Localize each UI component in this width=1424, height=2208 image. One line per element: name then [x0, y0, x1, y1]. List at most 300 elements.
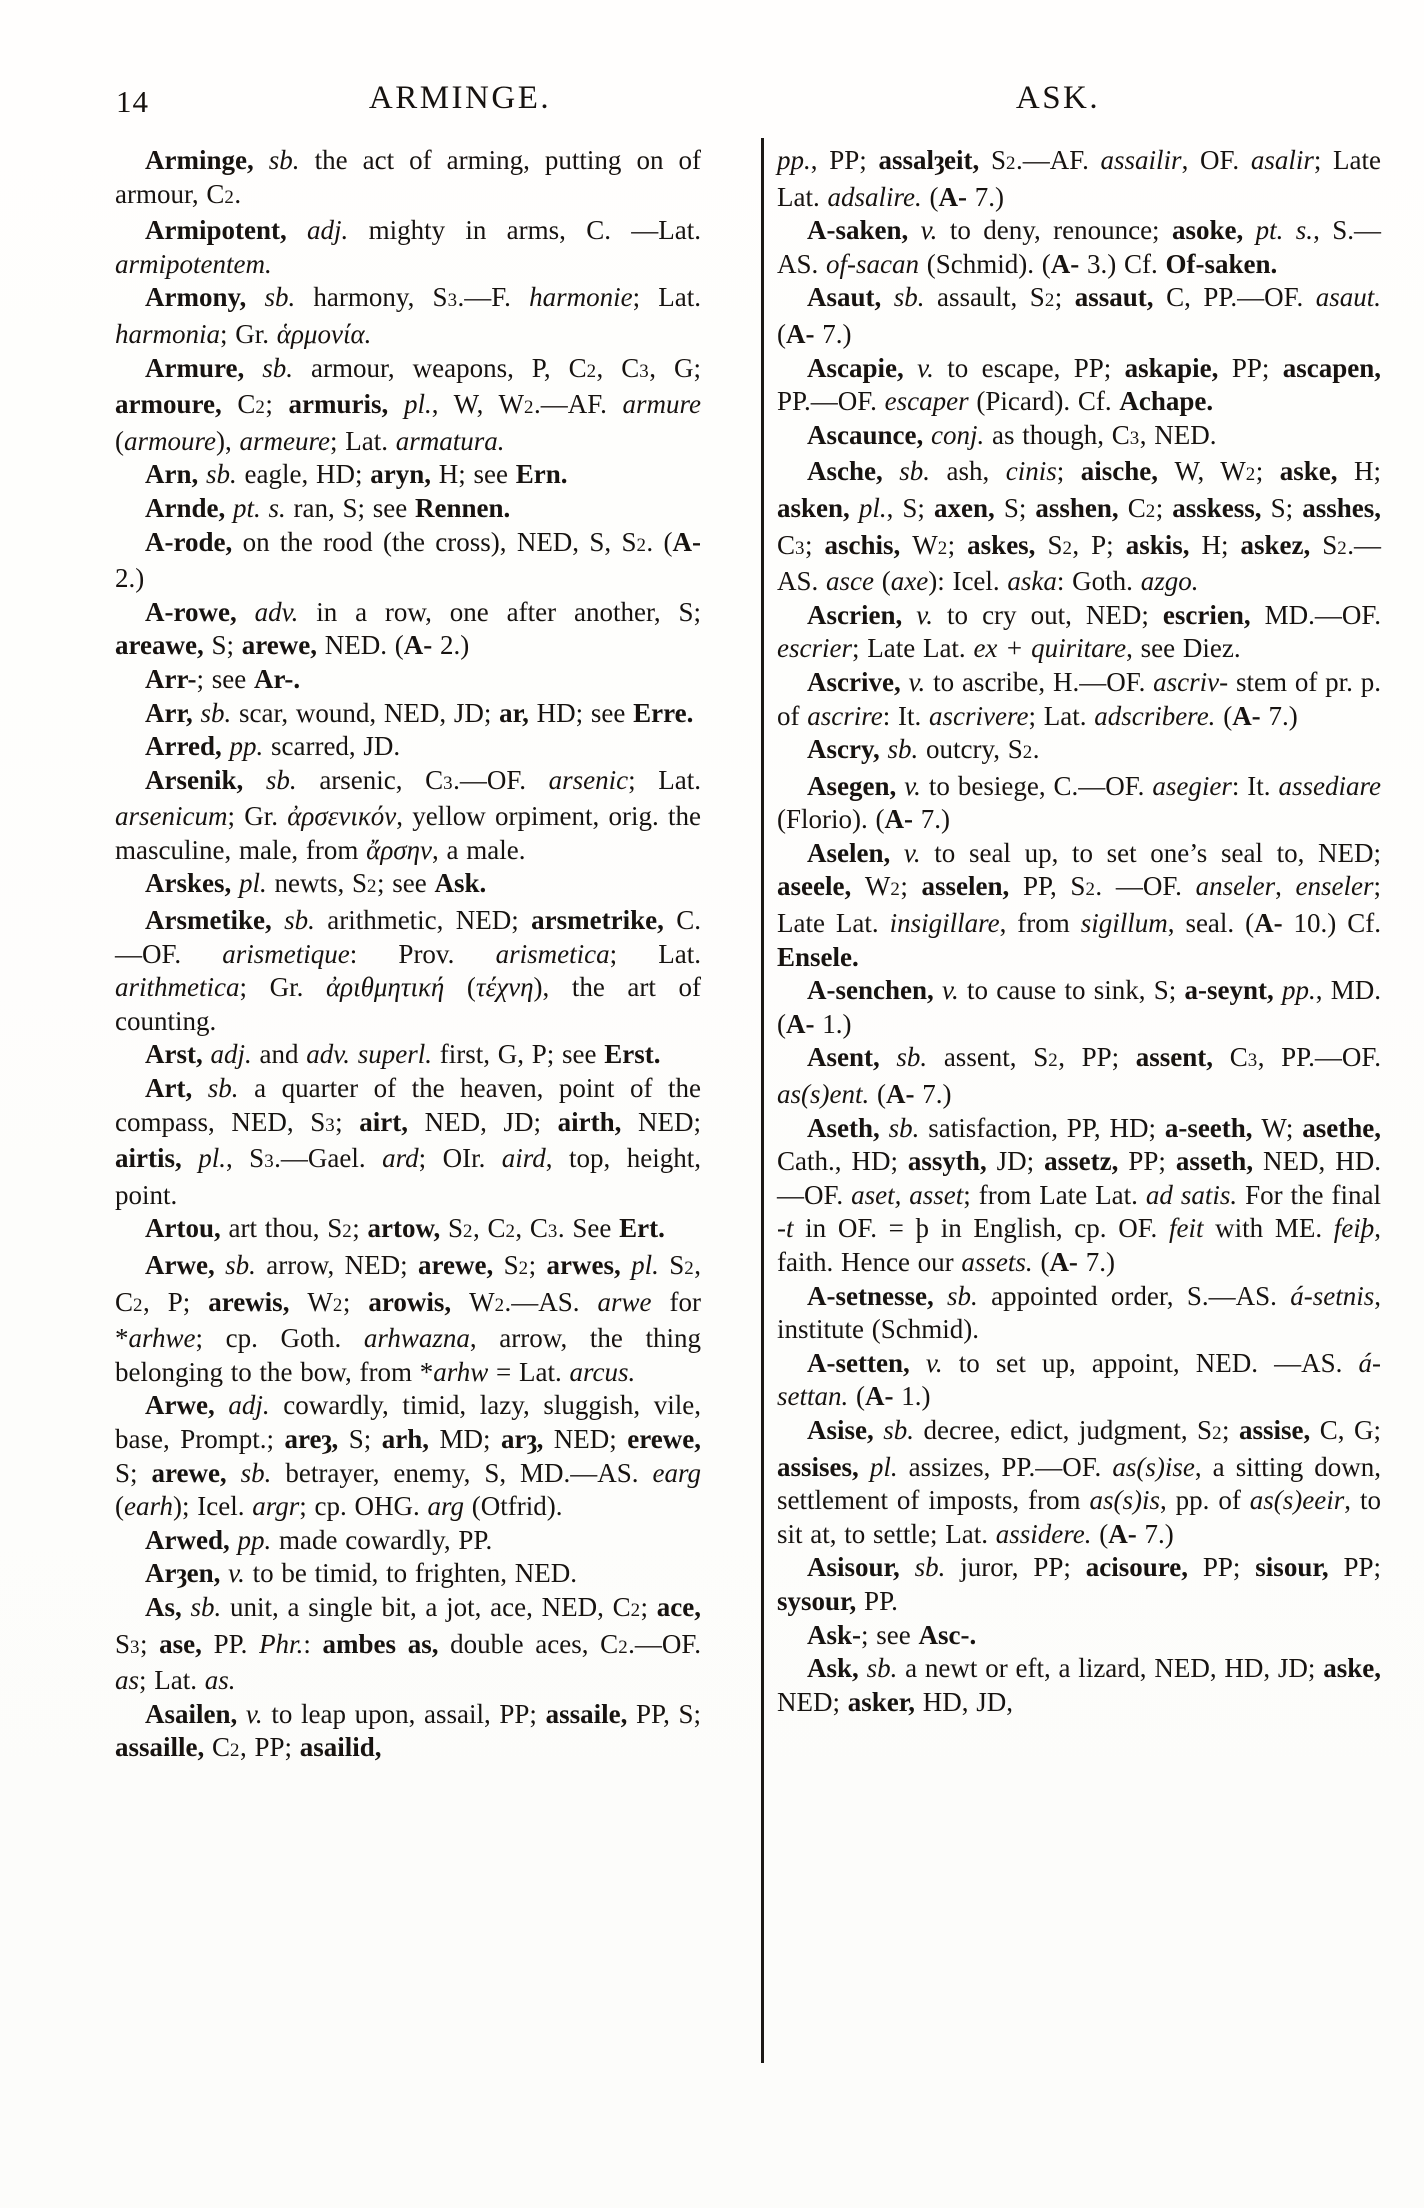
italic-run: á-settan.: [777, 1347, 1381, 1412]
bold-run: Armipotent,: [145, 215, 308, 246]
text-run: : It.: [882, 700, 929, 731]
entry-arȝen: [115, 1557, 701, 1591]
italic-run: ascrire: [807, 700, 883, 731]
italic-run: arsenicum: [115, 801, 228, 832]
text-run: , pp. of: [1159, 1485, 1250, 1516]
reference-numeral: 3: [639, 360, 650, 382]
text-run: S2.—AS.: [777, 529, 1381, 597]
italic-run: adj.: [210, 1039, 252, 1070]
text-run: to leap upon, assail, PP;: [262, 1698, 546, 1729]
bold-run: Asaut,: [807, 282, 894, 313]
bold-run: airt,: [359, 1106, 425, 1137]
running-title-left: ARMINGE.: [368, 80, 552, 116]
italic-run: axe: [890, 566, 929, 597]
text-run: armour, weapons, P, C2, C3, G;: [292, 352, 701, 383]
reference-numeral: 2: [1085, 879, 1096, 901]
italic-run: ἁρμονία.: [276, 318, 372, 349]
text-run: made cowardly, PP.: [271, 1524, 493, 1555]
bold-run: areawe,: [115, 630, 212, 661]
italic-run: ard: [382, 1143, 419, 1174]
text-run: , institute (Schmid).: [777, 1280, 1381, 1345]
italic-run: sb.: [866, 1653, 898, 1684]
italic-run: pp.: [229, 731, 264, 762]
text-run: PP, S;: [636, 1698, 701, 1729]
text-run: (: [869, 1079, 886, 1110]
text-run: , MD. (: [777, 975, 1381, 1039]
italic-run: arwe: [597, 1286, 652, 1317]
italic-run: sb.: [240, 1457, 272, 1488]
text-run: ; Lat.: [1028, 700, 1095, 731]
text-run: juror, PP;: [945, 1552, 1086, 1583]
reference-numeral: 3: [1129, 427, 1140, 449]
entry-ask: [777, 1652, 1381, 1719]
entry-asche: [777, 455, 1381, 598]
text-run: , see Diez.: [1126, 633, 1241, 664]
text-run: W2;: [864, 871, 922, 902]
bold-run: axen,: [934, 492, 1004, 523]
italic-run: of-sacan: [826, 248, 919, 279]
bold-run: Armony,: [145, 282, 265, 313]
italic-run: feiþ: [1333, 1213, 1375, 1244]
bold-run: Artou,: [145, 1213, 229, 1244]
text-run: ): Icel.: [928, 566, 1008, 597]
entry-ascapie: [777, 352, 1381, 419]
italic-run: sb.: [893, 282, 925, 313]
entry-a-setten: [777, 1347, 1381, 1414]
bold-run: Achape.: [1119, 386, 1214, 417]
bold-run: Armure,: [145, 352, 263, 383]
text-run: 7.): [1260, 700, 1298, 731]
text-run: PP.—OF.: [777, 386, 885, 417]
bold-run: arewis,: [208, 1286, 308, 1317]
bold-run: A-: [884, 804, 913, 835]
text-run: ; Late Lat.: [777, 871, 1382, 939]
reference-numeral: 2: [494, 1294, 505, 1316]
reference-numeral: 2: [524, 397, 534, 419]
bold-run: arewe,: [241, 630, 325, 661]
text-run: to be timid, to frighten, NED.: [244, 1558, 578, 1589]
text-run: NED, JD;: [424, 1106, 558, 1137]
bold-run: Arr-: [145, 663, 197, 694]
text-run: PP;: [1202, 1552, 1256, 1583]
bold-run: Arwed,: [145, 1524, 238, 1555]
bold-run: armuris,: [288, 389, 404, 420]
bold-run: assises,: [777, 1451, 870, 1482]
bold-run: Ar-.: [253, 663, 301, 694]
bold-run: assyth,: [907, 1146, 997, 1177]
italic-run: armipotentem.: [115, 248, 272, 279]
text-run: to besiege, C.—OF.: [920, 770, 1153, 801]
italic-run: aird: [501, 1143, 546, 1174]
bold-run: A-setnesse,: [807, 1280, 948, 1311]
reference-numeral: 2: [586, 360, 597, 382]
text-run: H;: [1353, 456, 1381, 487]
column-divider-rule: [761, 138, 764, 2063]
text-run: arrow, NED;: [255, 1250, 418, 1280]
bold-run: Ask.: [434, 868, 487, 899]
text-run: HD, JD,: [922, 1686, 1014, 1717]
text-run: a newt or eft, a lizard, NED, HD, JD;: [897, 1653, 1324, 1684]
entry-asent: [777, 1041, 1381, 1111]
bold-run: assetz,: [1044, 1146, 1129, 1177]
italic-run: sb.: [207, 1073, 239, 1104]
italic-run: ex + quiritare: [973, 633, 1127, 664]
text-run: , seal. (: [1167, 908, 1255, 939]
text-run: 1.): [814, 1008, 852, 1039]
bold-run: askes,: [967, 529, 1048, 560]
page-number: 14: [116, 84, 149, 119]
bold-run: A-senchen,: [807, 975, 942, 1006]
italic-run: sb.: [200, 697, 232, 728]
text-run: S;: [211, 630, 242, 661]
bold-run: assent,: [1135, 1042, 1230, 1073]
entry-a-saken: [777, 214, 1381, 281]
text-run: 7.): [966, 181, 1004, 212]
entry-armure: [115, 352, 701, 459]
italic-run: conj.: [931, 419, 985, 450]
italic-run: v.: [904, 770, 921, 801]
reference-numeral: 3: [1247, 1050, 1258, 1072]
text-run: , top, height, point.: [115, 1143, 701, 1210]
entry-arwe: [115, 1249, 701, 1389]
text-run: W2;: [307, 1286, 369, 1317]
reference-numeral: 2: [367, 876, 377, 898]
reference-numeral: 2: [518, 1258, 529, 1279]
text-run: harmony, S3.—F.: [295, 282, 530, 313]
text-run: ; Late Lat.: [777, 145, 1382, 212]
reference-numeral: 2: [255, 397, 266, 419]
italic-run: sb.: [262, 352, 293, 383]
italic-run: adsalire.: [827, 181, 922, 212]
entry-arnde: [115, 492, 701, 526]
italic-run: pp.: [777, 145, 811, 175]
bold-run: Ert.: [619, 1213, 665, 1244]
text-run: 7.): [814, 318, 852, 349]
bold-run: asshen,: [1035, 492, 1128, 523]
bold-run: aschis,: [824, 529, 913, 560]
bold-run: A-: [865, 1381, 894, 1412]
text-run: (Otfrid).: [463, 1491, 563, 1522]
bold-run: asker,: [847, 1686, 923, 1717]
reference-numeral: 2: [630, 1599, 641, 1621]
text-run: (: [848, 1381, 865, 1412]
entry-arr-: [115, 663, 701, 697]
text-run: to cry out, NED;: [933, 599, 1163, 630]
text-run: as though, C3, NED.: [984, 419, 1217, 450]
text-run: S;: [115, 1457, 152, 1488]
text-run: in OF. = þ in English, cp. OF.: [793, 1213, 1169, 1244]
italic-run: azgo.: [1140, 566, 1199, 597]
text-run: arithmetic, NED;: [314, 905, 532, 936]
bold-run: assaut,: [1074, 282, 1167, 313]
bold-run: Arred,: [145, 731, 230, 762]
text-run: JD;: [996, 1146, 1045, 1177]
text-run: NED;: [777, 1686, 848, 1717]
bold-run: Ern.: [515, 459, 568, 490]
italic-run: pt. s.: [1255, 215, 1314, 246]
entry-arwed: [115, 1524, 701, 1558]
bold-run: Asisour,: [807, 1552, 915, 1583]
text-run: , PP;: [810, 145, 879, 175]
italic-run: pl.: [631, 1250, 659, 1280]
bold-run: assaile,: [545, 1698, 637, 1729]
text-run: ; cp. OHG.: [299, 1491, 428, 1522]
text-run: = Lat.: [488, 1356, 570, 1387]
entry-arsmetike: [115, 904, 701, 1038]
text-run: (: [115, 425, 124, 456]
italic-run: pp.: [237, 1524, 272, 1555]
text-run: PP, S2. —OF.: [1022, 871, 1196, 902]
text-run: stem of pr. p. of: [777, 666, 1381, 731]
text-run: arsenic, C3.—OF.: [296, 764, 549, 795]
italic-run: sb.: [265, 764, 297, 795]
text-run: ; see: [196, 663, 254, 694]
bold-run: assise,: [1239, 1414, 1320, 1445]
bold-run: asailid,: [299, 1732, 382, 1763]
italic-run: assets.: [961, 1247, 1033, 1277]
italic-run: sigillum: [1080, 908, 1168, 939]
text-run: satisfaction, PP, HD;: [919, 1112, 1165, 1143]
reference-numeral: 2: [1022, 742, 1033, 764]
bold-run: armoure,: [115, 389, 238, 420]
entry-asisour: [777, 1551, 1381, 1618]
bold-run: asselen,: [921, 871, 1023, 902]
italic-run: pp.: [1281, 975, 1316, 1006]
bold-run: aische,: [1080, 456, 1175, 487]
italic-run: asalir: [1250, 145, 1314, 175]
text-run: S2;: [503, 1250, 547, 1280]
italic-run: v.: [908, 666, 926, 697]
text-run: C2;: [237, 389, 289, 420]
italic-run: sb.: [190, 1591, 222, 1622]
italic-run: adj.: [307, 215, 349, 246]
italic-run: ἀριθμητική: [325, 972, 445, 1003]
text-run: C, G;: [1319, 1414, 1382, 1445]
entry-armipotent: [115, 214, 701, 281]
bold-run: Asent,: [807, 1042, 897, 1073]
italic-run: v.: [916, 599, 933, 630]
bold-run: arh,: [381, 1423, 440, 1454]
reference-numeral: 3: [443, 772, 454, 794]
entry-ascaunce: [777, 419, 1381, 456]
text-run: MD.—OF.: [1264, 599, 1381, 630]
reference-numeral: 3: [547, 1221, 558, 1243]
italic-run: arithmetica: [115, 972, 240, 1003]
text-run: : It.: [1231, 770, 1279, 801]
text-run: ; Late Lat.: [851, 633, 974, 664]
text-run: eagle, HD;: [236, 459, 371, 490]
italic-run: escrier: [777, 633, 852, 664]
italic-run: ἀρσενικόν: [287, 801, 397, 832]
bold-run: sysour,: [777, 1585, 865, 1616]
text-run: 7.): [914, 1079, 952, 1110]
text-run: , OF.: [1181, 145, 1251, 175]
italic-run: asce: [826, 566, 874, 597]
reference-numeral: 3: [795, 537, 805, 559]
bold-run: Ascapie,: [807, 352, 918, 383]
italic-run: arhw: [433, 1356, 489, 1387]
text-run: appointed order, S.—AS.: [977, 1280, 1291, 1311]
italic-run: earh: [124, 1491, 174, 1522]
bold-run: assaille,: [115, 1732, 213, 1763]
text-run: NED, HD.—OF.: [777, 1146, 1381, 1210]
bold-run: Ascrien,: [807, 599, 917, 630]
italic-run: as(s)is: [1089, 1485, 1160, 1516]
text-run: HD; see: [536, 697, 634, 728]
entry-arwe: [115, 1389, 701, 1523]
text-run: S2.—AF.: [990, 145, 1101, 175]
bold-run: A-: [672, 526, 701, 557]
bold-run: A-: [786, 318, 815, 349]
italic-run: sb.: [947, 1280, 978, 1311]
italic-run: á-setnis: [1290, 1280, 1375, 1311]
text-run: , S3.—Gael.: [225, 1143, 383, 1174]
text-run: ; Gr.: [220, 318, 277, 349]
bold-run: A-rode,: [145, 526, 243, 557]
reference-numeral: 3: [130, 1636, 140, 1658]
italic-run: v.: [920, 215, 938, 246]
text-run: decree, edict, judgment, S2;: [914, 1414, 1240, 1445]
text-run: S2, P;: [1047, 529, 1126, 560]
text-run: (: [874, 566, 891, 597]
text-run: , W, W2.—AF.: [431, 389, 623, 420]
reference-numeral: 3: [447, 290, 458, 312]
bold-run: A-rowe,: [145, 596, 255, 627]
reference-numeral: 2: [636, 534, 647, 556]
entry-continuation: [777, 144, 1381, 214]
entry-a-rowe: [115, 596, 701, 663]
reference-numeral: 3: [325, 1114, 336, 1136]
italic-run: ascriv-: [1153, 666, 1229, 697]
entry-artou: [115, 1212, 701, 1249]
bold-run: Arȝen,: [145, 1558, 229, 1589]
bold-run: Arnde,: [145, 492, 233, 523]
text-run: ; Gr.: [239, 972, 326, 1003]
bold-run: Arst,: [145, 1039, 211, 1070]
bold-run: asoke,: [1171, 215, 1256, 246]
entry-asailen: [115, 1698, 701, 1768]
reference-numeral: 2: [937, 537, 948, 559]
text-run: (: [1215, 700, 1233, 731]
italic-run: enseler: [1295, 871, 1374, 902]
text-run: C.—OF.: [115, 905, 701, 969]
bold-run: sisour,: [1255, 1552, 1344, 1583]
italic-run: argr: [252, 1491, 300, 1522]
entry-asaut: [777, 281, 1381, 351]
bold-run: escrien,: [1162, 599, 1265, 630]
italic-run: pl.: [869, 1451, 898, 1482]
text-run: , faith. Hence our: [777, 1213, 1381, 1277]
italic-run: as: [115, 1665, 140, 1696]
bold-run: ambes as,: [322, 1628, 451, 1659]
reference-numeral: 2: [1212, 1422, 1223, 1444]
bold-run: asken,: [777, 492, 859, 523]
text-run: (: [115, 1491, 124, 1522]
reference-numeral: 3: [264, 1151, 275, 1173]
italic-run: v.: [245, 1698, 263, 1729]
text-run: on the rood (the cross), NED, S, S2. (: [242, 526, 673, 557]
italic-run: asaut.: [1315, 282, 1381, 313]
text-run: , a sitting down, settlement of imposts, from: [777, 1451, 1382, 1516]
italic-run: arsenic: [548, 764, 629, 795]
reference-numeral: 2: [618, 1636, 629, 1658]
text-run: NED;: [553, 1423, 628, 1454]
italic-run: insigillare: [889, 908, 1000, 939]
italic-run: sb.: [284, 905, 315, 936]
italic-run: sb.: [883, 1414, 914, 1445]
text-run: to cause to sink, S;: [958, 975, 1185, 1006]
reference-numeral: 2: [342, 1221, 353, 1243]
entry-asegen: [777, 770, 1381, 837]
bold-run: asseth,: [1175, 1146, 1264, 1177]
text-run: for *: [115, 1286, 701, 1354]
bold-run: A-: [1050, 248, 1080, 279]
text-run: 2.): [432, 630, 470, 661]
entry-arn: [115, 458, 701, 492]
italic-run: τέχνη: [475, 972, 534, 1003]
reference-numeral: 2: [230, 1740, 240, 1762]
reference-numeral: 2: [1048, 1050, 1059, 1072]
bold-run: A-: [1108, 1518, 1137, 1549]
reference-numeral: 2: [462, 1221, 473, 1243]
italic-run: pl.: [403, 389, 432, 420]
text-run: ; Lat.: [628, 764, 701, 795]
bold-run: acisoure,: [1085, 1552, 1203, 1583]
italic-run: sb.: [225, 1250, 256, 1280]
text-run: 10.) Cf.: [1282, 908, 1381, 939]
italic-run: pl.: [198, 1143, 226, 1174]
bold-run: As,: [145, 1591, 191, 1622]
bold-run: arwes,: [546, 1250, 632, 1280]
entry-a-senchen: [777, 974, 1381, 1041]
italic-run: v.: [942, 975, 959, 1006]
italic-run: ἄρσην: [366, 834, 432, 865]
italic-run: asegier: [1152, 770, 1232, 801]
bold-run: Ascrive,: [807, 666, 909, 697]
bold-run: aske,: [1323, 1653, 1381, 1684]
bold-run: Asche,: [807, 456, 900, 487]
bold-run: askapie,: [1124, 352, 1232, 383]
text-run: (: [921, 181, 939, 212]
italic-run: ascrivere: [929, 700, 1029, 731]
text-run: :: [303, 1628, 323, 1659]
text-run: ; Lat.: [632, 282, 701, 313]
text-run: C2;: [1127, 492, 1173, 523]
text-run: ; see: [861, 1619, 919, 1650]
text-run: H;: [1201, 529, 1241, 560]
text-run: S;: [1270, 492, 1303, 523]
text-run: (Picard). Cf.: [968, 386, 1120, 417]
bold-run: A-: [786, 1008, 815, 1039]
reference-numeral: 2: [332, 1294, 343, 1316]
italic-run: aset, asset: [851, 1179, 964, 1210]
bold-run: A-: [938, 181, 967, 212]
text-run: MD;: [439, 1423, 501, 1454]
text-run: W;: [1261, 1112, 1303, 1143]
italic-run: escaper: [884, 386, 969, 417]
bold-run: Asise,: [807, 1414, 884, 1445]
italic-run: pl.: [858, 492, 887, 523]
bold-run: askis,: [1125, 529, 1202, 560]
text-run: to set up, appoint, NED. —AS.: [942, 1347, 1359, 1378]
reference-numeral: 2: [1245, 464, 1256, 486]
text-run: ; Lat.: [609, 938, 701, 969]
text-run: S2, C2, C3. See: [447, 1213, 620, 1244]
text-run: double aces, C2.—OF.: [450, 1628, 701, 1659]
bold-run: a-seynt,: [1184, 975, 1282, 1006]
text-run: scarred, JD.: [263, 731, 401, 762]
bold-run: Ascry,: [807, 734, 888, 765]
